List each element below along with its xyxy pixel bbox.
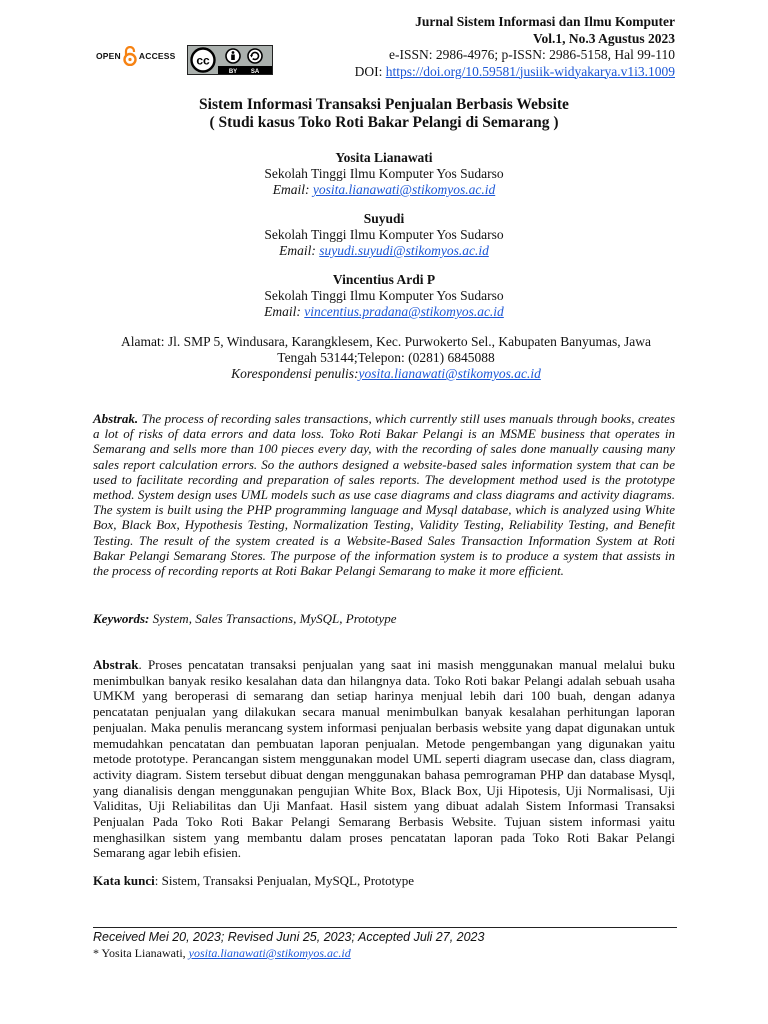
journal-issn: e-ISSN: 2986-4976; p-ISSN: 2986-5158, Hal 99-110 bbox=[389, 47, 675, 62]
correspondence bbox=[96, 366, 676, 382]
author-name: Yosita Lianawati bbox=[335, 150, 433, 165]
author-email bbox=[0, 182, 768, 198]
correspondence-label: Korespondensi penulis: bbox=[231, 366, 359, 381]
author-block-1 bbox=[0, 150, 768, 198]
address-line-1: Alamat: Jl. SMP 5, Windusara, Karangklesem, Kec. Purwokerto Sel., Kabupaten Banyumas, Jawa bbox=[121, 334, 651, 349]
paper-title bbox=[0, 96, 768, 132]
author-block-2 bbox=[0, 211, 768, 259]
author-block-3 bbox=[0, 272, 768, 320]
title-line-2: ( Studi kasus Toko Roti Bakar Pelangi di Semarang ) bbox=[209, 114, 559, 131]
address-line-2: Tengah 53144;Telepon: (0281) 6845088 bbox=[277, 350, 495, 365]
journal-name: Jurnal Sistem Informasi dan Ilmu Komputer bbox=[415, 14, 675, 29]
email-label: Email: bbox=[264, 304, 305, 319]
journal-header bbox=[355, 14, 675, 80]
keywords-english-lead: Keywords: bbox=[93, 611, 150, 626]
author-email bbox=[0, 243, 768, 259]
svg-text:cc: cc bbox=[196, 53, 210, 68]
author-affiliation: Sekolah Tinggi Ilmu Komputer Yos Sudarso bbox=[264, 288, 504, 303]
author-name: Vincentius Ardi P bbox=[332, 272, 436, 287]
doi-prefix: DOI: bbox=[354, 63, 386, 79]
footnote-prefix: * Yosita Lianawati, bbox=[93, 946, 189, 960]
title-line-1: Sistem Informasi Transaksi Penjualan Berbasis Website bbox=[199, 96, 569, 113]
cc-sa-label: SA bbox=[250, 69, 260, 74]
footnote-email-link[interactable]: yosita.lianawati@stikomyos.ac.id bbox=[188, 946, 351, 960]
journal-volume: Vol.1, No.3 Agustus 2023 bbox=[532, 30, 675, 46]
journal-doi bbox=[355, 64, 675, 81]
doi-link[interactable]: https://doi.org/10.59581/jusiik-widyakarya.v1i3.1009 bbox=[385, 63, 675, 79]
author-email-link[interactable]: vincentius.pradana@stikomyos.ac.id bbox=[304, 304, 504, 319]
footer-divider bbox=[93, 927, 677, 928]
email-label: Email: bbox=[279, 243, 320, 258]
keywords-english bbox=[93, 611, 675, 626]
author-address bbox=[96, 334, 676, 382]
correspondence-email-link[interactable]: yosita.lianawati@stikomyos.ac.id bbox=[358, 366, 541, 381]
keywords-indonesian-lead: Kata kunci bbox=[93, 873, 155, 888]
author-name: Suyudi bbox=[363, 211, 405, 226]
abstract-indonesian-lead: Abstrak bbox=[93, 657, 139, 672]
author-email-link[interactable]: yosita.lianawati@stikomyos.ac.id bbox=[312, 182, 496, 197]
open-access-logo bbox=[96, 46, 176, 66]
abstract-english-text: The process of recording sales transactions, which currently still uses manuals through books, creates a lot of risks of data errors and data loss. Toko Roti Bakar Pelangi is an MSME business that operates in Semarang and sells more than 100 pieces every day, with the recording of sales done manually causing many sales report calculation errors. So the authors designed a website-based sales information system that can be used to facilitate recording and preparation of sales reports. The development method used is the prototype method. System design uses UML models such as use case diagrams and class diagrams and activity diagrams. The system is built using the PHP programming language and Mysql database, which is analyzed using White Box, Black Box, Hypothesis Testing, Normalization Testing, Validity Testing, Reliability Testing, and Benefit Testing. The result of the system created is a Website-Based Sales Transaction Information System at Roti Bakar Pelangi Semarang Stores. The purpose of the information system is to produce a system that assists in the process of recording reports at Roti Bakar Pelangi Semarang to make it more efficient. bbox=[93, 411, 675, 579]
keywords-indonesian-text: : Sistem, Transaksi Penjualan, MySQL, Prototype bbox=[154, 873, 415, 888]
author-affiliation: Sekolah Tinggi Ilmu Komputer Yos Sudarso bbox=[264, 166, 504, 181]
keywords-indonesian bbox=[93, 873, 675, 888]
abstract-english-lead: Abstrak. bbox=[93, 411, 139, 426]
cc-by-sa-license-badge bbox=[187, 45, 273, 75]
keywords-english-text: System, Sales Transactions, MySQL, Prototype bbox=[149, 611, 397, 626]
abstract-english bbox=[93, 411, 675, 578]
open-access-label-left: OPEN bbox=[96, 51, 121, 61]
author-email-link[interactable]: suyudi.suyudi@stikomyos.ac.id bbox=[319, 243, 489, 258]
cc-license-icon bbox=[188, 46, 272, 74]
received-dates: Received Mei 20, 2023; Revised Juni 25, 2023; Accepted Juli 27, 2023 bbox=[93, 930, 485, 944]
open-access-label-right: ACCESS bbox=[138, 51, 176, 61]
author-email bbox=[0, 304, 768, 320]
email-label: Email: bbox=[272, 182, 313, 197]
corresponding-author-footnote bbox=[93, 946, 351, 961]
author-affiliation: Sekolah Tinggi Ilmu Komputer Yos Sudarso bbox=[264, 227, 504, 242]
open-lock-icon bbox=[123, 46, 137, 66]
abstract-indonesian-text: . Proses pencatatan transaksi penjualan yang saat ini masish menggunakan manual melalui buku menimbulkan banyak resiko kesalahan data dan hilangnya data. Toko Roti bakar Pelangi adalah sebuah usaha UMKM yang beroperasi di semarang dan setiap harinya menjual lebih dari 100 buah, dengan adanya pencatatan penjualan yang dilakukan secara manual menimbulkan banyak kesalahan perhitungan laporan penjualan. Maka penulis merancang system informasi penjualan berbasis website yang dapat digunakan untuk memudahkan pencatatan dan pembuatan laporan penjualan. Metode pengembangan yang digunakan yaitu metode prototype. Perancangan sistem menggunakan model UML seperti diagram usecase dan, class diagram, activity diagram. Sistem tersebut dibuat dengan menggunakan bahasa pemrograman PHP dan database Mysql, yang dianalisis dengan menggunakan pengujian White Box, Black Box, Uji Hipotesis, Uji Normalisasi, Uji Validitas, Uji Reliabilitas dan Uji Manfaat. Hasil sistem yang dibuat adalah Sistem Informasi Transaksi Penjualan Pada Toko Roti Bakar Pelangi Semarang Berbasis Website. Tujuan sistem informasi yaitu menghasilkan sistem yang membantu dalam proses pencatatan laporan pada Toko Roti Bakar Pelangi Semarang agar lebih efisien. bbox=[93, 657, 675, 861]
abstract-indonesian bbox=[93, 657, 675, 861]
cc-by-label: BY bbox=[228, 69, 238, 74]
